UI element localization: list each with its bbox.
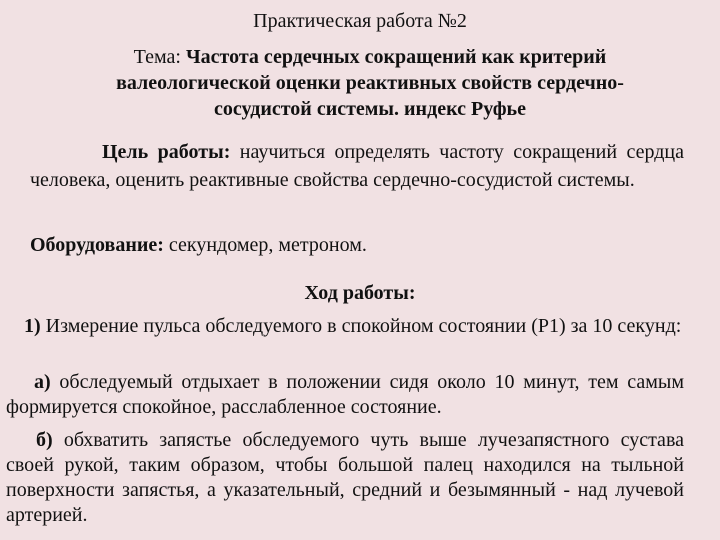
step-marker: 1) [24, 315, 41, 337]
equipment-text: секундомер, метроном. [168, 234, 367, 256]
step-marker: а) [34, 371, 51, 393]
step-text: Измерение пульса обследуемого в спокойном состоянии (Р1) за 10 секунд: [45, 315, 682, 337]
procedure-step [6, 314, 684, 339]
topic-label: Тема: [133, 46, 181, 68]
page-title: Практическая работа №2 [253, 10, 467, 32]
goal-text: научиться определять частоту сокращений сердца человека, оценить реактивные свойства сердечно-сосудистой системы. [30, 141, 684, 191]
goal-paragraph [30, 138, 684, 194]
step-marker: б) [36, 429, 53, 451]
topic [70, 44, 670, 122]
procedure-step [6, 370, 684, 420]
topic-text: Частота сердечных сокращений как критерий валеологической оценки реактивных свойств сердечно-сосудистой системы. индекс Руфье [116, 46, 624, 120]
procedure-step [6, 428, 684, 528]
step-text: обследуемый отдыхает в положении сидя около 10 минут, тем самым формируется спокойное, расслабленное состояние. [6, 371, 685, 418]
goal-label: Цель работы: [102, 141, 231, 163]
step-text: обхватить запястье обследуемого чуть выше лучезапястного сустава своей рукой, таким образом, чтобы большой палец находился на тыльной поверхности запястья, а указательный, средний и безымянный - над лучевой артерией. [6, 429, 684, 526]
equipment-paragraph [30, 232, 690, 258]
equipment-label: Оборудование: [30, 234, 164, 256]
procedure-heading: Ход работы: [304, 282, 416, 304]
